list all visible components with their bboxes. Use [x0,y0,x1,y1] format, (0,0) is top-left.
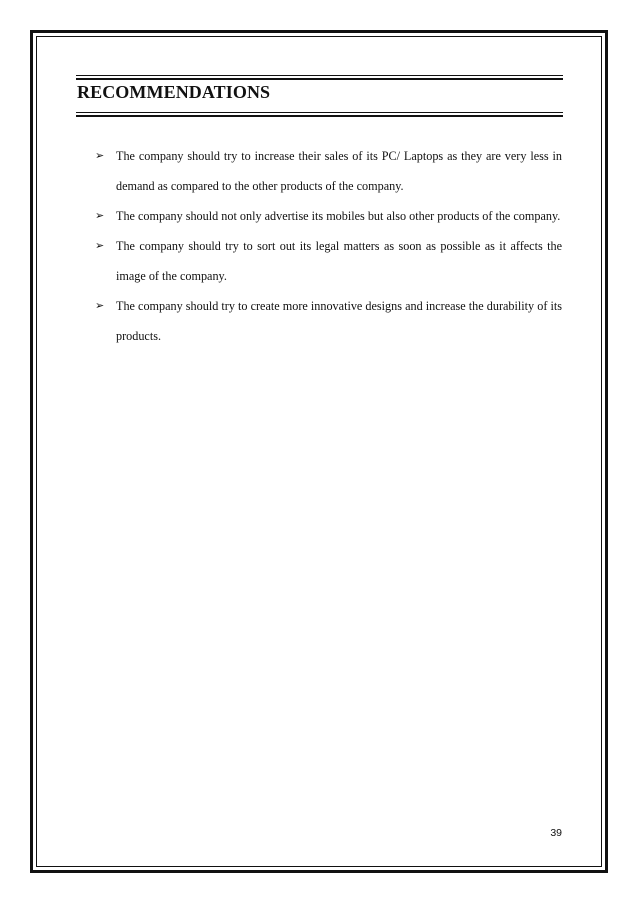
recommendations-list [95,141,562,351]
arrow-bullet-icon: ➢ [95,209,105,222]
arrow-bullet-icon: ➢ [95,299,105,312]
page-number: 39 [550,827,562,839]
recommendation-item [95,231,562,291]
heading-rule-bottom [76,112,563,117]
recommendation-text: The company should not only advertise its mobiles but also other products of the company. [116,209,561,223]
arrow-bullet-icon: ➢ [95,239,105,252]
page-heading: RECOMMENDATIONS [77,82,271,102]
recommendation-text: The company should try to create more innovative designs and increase the durability of its products. [116,299,562,343]
recommendation-item [95,141,562,201]
recommendation-text: The company should try to increase their sales of its PC/ Laptops as they are very less in demand as compared to the other products of the company. [116,149,562,193]
heading-rule-top [76,75,563,80]
recommendation-text: The company should try to sort out its legal matters as soon as possible as it affects the image of the company. [116,239,562,283]
recommendation-item [95,201,562,231]
arrow-bullet-icon: ➢ [95,149,105,162]
recommendation-item [95,291,562,351]
